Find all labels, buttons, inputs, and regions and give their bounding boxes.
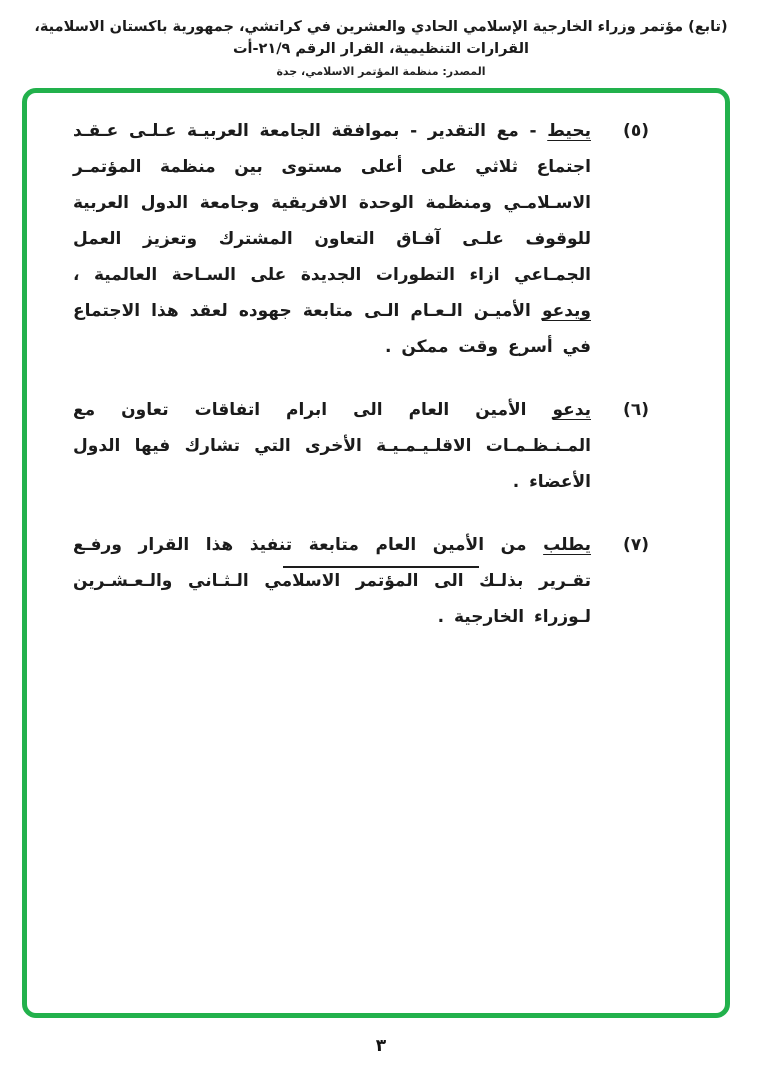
clause-text [73, 392, 591, 500]
clause-text-run: - مع التقدير - بموافقة الجامعة العربيـة عـلـى عـقـد اجتماع ثلاثي على أعلى مستوى بين منظمة المؤتمـر الاسـلامـي ومنظمة الوحدة الافريقية وجامعة الدول العربية للوقوف علـى آفـاق التعاون المشترك وتعزيز العمل الجمـاعي ازاء التطورات الجديدة على السـاحة العالمية ، [73, 121, 591, 285]
clause-text-run: الأمين العام الى ابرام اتفاقات تعاون مع المـنـظـمـات الاقلـيـمـيـة الأخرى التي تشارك فيها الدول الأعضاء . [73, 400, 591, 492]
page-number: ٣ [375, 1036, 387, 1056]
clause-text [73, 113, 591, 365]
clause-text-run: الأميـن الـعـام الـى متابعة جهوده لعقد هذا الاجتماع في أسرع وقت ممكن . [73, 301, 591, 357]
document-header [0, 16, 762, 78]
resolution-clauses [73, 113, 649, 662]
underlined-operative-word: يحيط [547, 121, 591, 141]
document-source-line: المصدر: منظمة المؤتمر الاسلامي، جدة [276, 65, 486, 78]
clause-number: (٥) [623, 121, 649, 141]
resolution-clause [73, 527, 649, 635]
document-title-line: (تابع) مؤتمر وزراء الخارجية الإسلامي الحادي والعشرين في كراتشي، جمهورية باكستان الاسلامية، القرارات التنظيمية، القرار الرقم ٢١/٩-أت [34, 19, 728, 57]
clause-number: (٧) [623, 535, 649, 555]
resolution-clause [73, 113, 649, 365]
underlined-operative-word: ويدعو [541, 301, 591, 321]
resolution-clause [73, 392, 649, 500]
underlined-operative-word: يطلب [543, 535, 591, 555]
clause-text-run: من الأمين العام متابعة تنفيذ هذا القرار ورفـع تقـرير بذلـك الى المؤتمر الاسلامي الـثـاني والـعـشـرين لـوزراء الخارجية . [73, 535, 591, 627]
underlined-operative-word: يدعو [552, 400, 591, 420]
clause-number: (٦) [623, 400, 649, 420]
section-end-divider [283, 566, 479, 568]
clause-text [73, 527, 591, 635]
document-content-frame [22, 88, 730, 1018]
